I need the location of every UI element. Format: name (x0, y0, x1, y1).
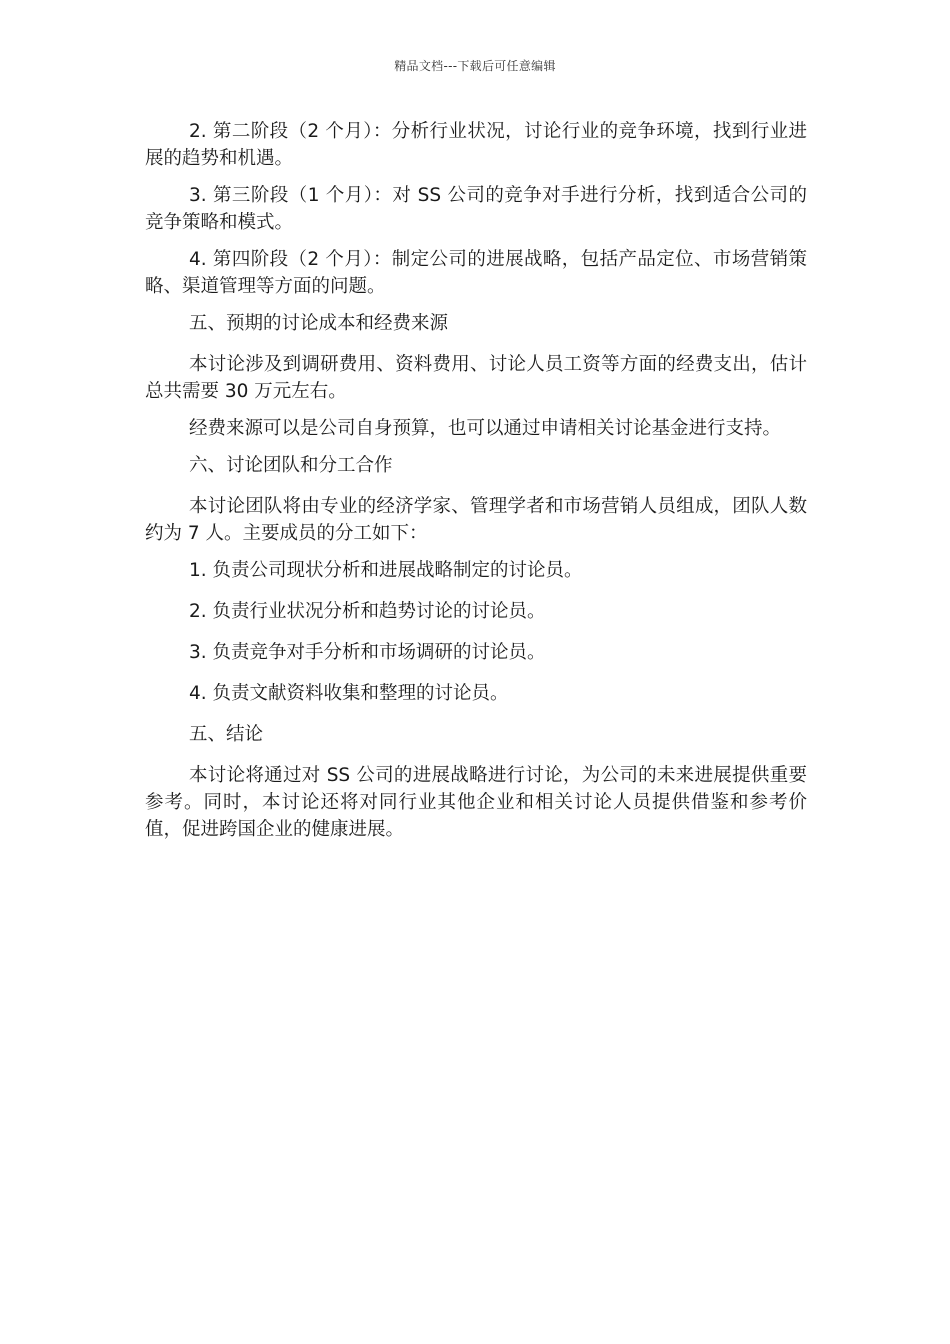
team-member-3: 3. 负责竞争对手分析和市场调研的讨论员。 (189, 642, 546, 663)
section-heading-conclusion: 五、结论 (189, 724, 264, 745)
phase-4-paragraph: 4. 第四阶段（2 个月）：制定公司的进展战略，包括产品定位、市场营销策略、渠道管理等方面的问题。 (145, 249, 807, 297)
document-body (145, 118, 807, 853)
funding-paragraph: 经费来源可以是公司自身预算，也可以通过申请相关讨论基金进行支持。 (189, 418, 782, 439)
cost-paragraph: 本讨论涉及到调研费用、资料费用、讨论人员工资等方面的经费支出，估计总共需要 30 万元左右。 (145, 354, 807, 402)
team-paragraph: 本讨论团队将由专业的经济学家、管理学者和市场营销人员组成，团队人数约为 7 人。主要成员的分工如下： (145, 496, 807, 544)
team-member-1: 1. 负责公司现状分析和进展战略制定的讨论员。 (189, 560, 583, 581)
section-heading-team: 六、讨论团队和分工合作 (189, 455, 393, 476)
phase-3-paragraph: 3. 第三阶段（1 个月）：对 SS 公司的竞争对手进行分析，找到适合公司的竞争策略和模式。 (145, 185, 807, 233)
team-member-2: 2. 负责行业状况分析和趋势讨论的讨论员。 (189, 601, 546, 622)
team-member-4: 4. 负责文献资料收集和整理的讨论员。 (189, 683, 509, 704)
page-header-watermark: 精品文档---下载后可任意编辑 (394, 59, 556, 73)
conclusion-paragraph: 本讨论将通过对 SS 公司的进展战略进行讨论，为公司的未来进展提供重要参考。同时，本讨论还将对同行业其他企业和相关讨论人员提供借鉴和参考价值，促进跨国企业的健康进展。 (145, 765, 807, 840)
section-heading-cost: 五、预期的讨论成本和经费来源 (189, 313, 449, 334)
phase-2-paragraph: 2. 第二阶段（2 个月）：分析行业状况，讨论行业的竞争环境，找到行业进展的趋势和机遇。 (145, 121, 807, 169)
